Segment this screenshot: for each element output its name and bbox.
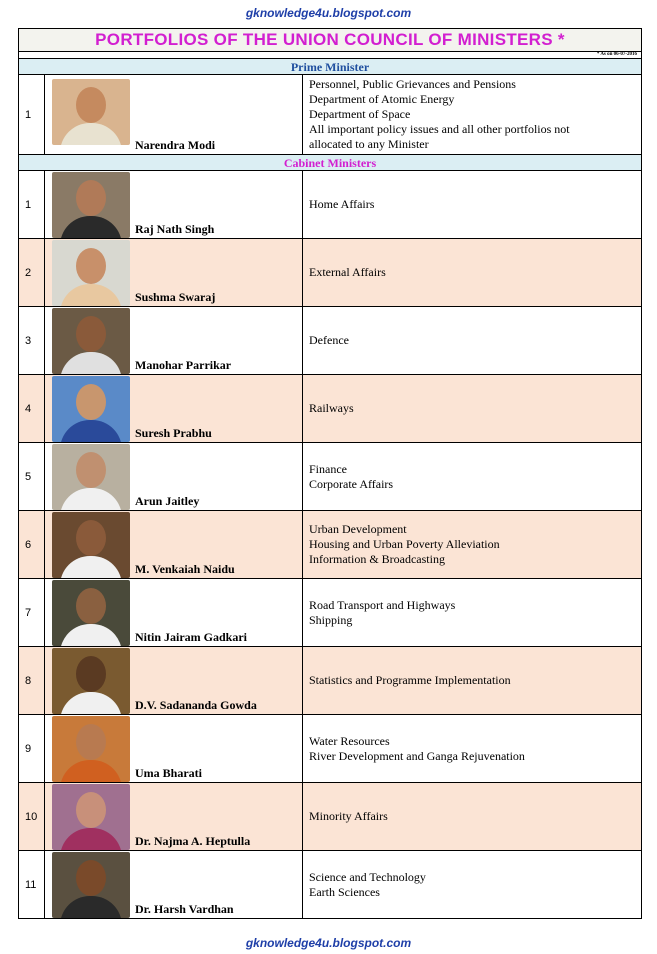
as-on-date: * As on 06-07-2016 [19,52,642,59]
minister-name: D.V. Sadananda Gowda [135,698,257,712]
portfolio-item: Defence [309,333,349,347]
portfolio-item: allocated to any Minister [309,137,429,151]
minister-cell [45,171,303,239]
minister-photo [52,376,130,442]
table-row [19,375,642,443]
portfolio-item: Information & Broadcasting [309,552,445,566]
portfolio-item: Minority Affairs [309,809,388,823]
minister-cell [45,511,303,579]
table-row [19,511,642,579]
table-row [19,715,642,783]
table-row [19,647,642,715]
row-number: 11 [19,851,45,919]
portfolio-cell [303,715,642,783]
minister-photo [52,648,130,714]
table-row [19,171,642,239]
portfolio-item: River Development and Ganga Rejuvenation [309,748,525,763]
table-row [19,75,642,155]
portfolio-item: Finance [309,461,347,476]
minister-photo [52,444,130,510]
portfolio-item: Science and Technology [309,869,426,884]
portfolio-cell [303,443,642,511]
portfolio-item: Road Transport and Highways [309,597,456,612]
portfolio-cell [303,239,642,307]
minister-photo [52,240,130,306]
row-number: 9 [19,715,45,783]
minister-name: Dr. Harsh Vardhan [135,902,234,916]
portfolio-item: All important policy issues and all other portfolios not [309,122,570,136]
portfolio-item: Urban Development [309,522,407,536]
table-row [19,307,642,375]
minister-photo [52,79,130,145]
minister-name: Arun Jaitley [135,494,200,508]
minister-cell [45,647,303,715]
portfolio-item: Shipping [309,612,353,627]
row-number: 4 [19,375,45,443]
portfolio-cell [303,579,642,647]
portfolio-item: Earth Sciences [309,884,380,899]
portfolio-item: Housing and Urban Poverty Alleviation [309,537,500,551]
site-url-top: gknowledge4u.blogspot.com [245,6,412,20]
minister-photo [52,172,130,238]
row-number: 7 [19,579,45,647]
minister-photo [52,308,130,374]
portfolio-item: Department of Space [309,107,411,121]
portfolio-cell [303,307,642,375]
minister-cell [45,375,303,443]
portfolio-item: External Affairs [309,265,386,279]
row-number: 2 [19,239,45,307]
row-number: 1 [19,75,45,155]
portfolio-item: Corporate Affairs [309,476,394,491]
minister-photo [52,716,130,782]
portfolio-cell [303,375,642,443]
table-row [19,851,642,919]
minister-cell [45,851,303,919]
portfolio-cell [303,511,642,579]
minister-cell [45,443,303,511]
minister-cell [45,783,303,851]
portfolio-item: Department of Atomic Energy [309,92,455,106]
minister-name: Nitin Jairam Gadkari [135,630,248,644]
minister-name: Manohar Parrikar [135,358,232,372]
minister-cell [45,239,303,307]
section-header-prime-minister: Prime Minister [19,59,642,75]
minister-name: Suresh Prabhu [135,426,212,440]
minister-cell [45,715,303,783]
page-title: PORTFOLIOS OF THE UNION COUNCIL OF MINISTERS * [95,30,565,49]
portfolio-cell [303,851,642,919]
table-row [19,443,642,511]
portfolio-item: Personnel, Public Grievances and Pensions [309,77,516,91]
portfolio-item: Water Resources [309,733,390,748]
portfolio-item: Railways [309,401,354,415]
minister-cell [45,307,303,375]
minister-cell [45,579,303,647]
minister-name: Sushma Swaraj [135,290,216,304]
minister-photo [52,852,130,918]
section-header-cabinet-ministers: Cabinet Ministers [19,155,642,171]
minister-name: M. Venkaiah Naidu [135,562,235,576]
minister-photo [52,512,130,578]
minister-name: Narendra Modi [135,138,216,152]
minister-photo [52,580,130,646]
row-number: 3 [19,307,45,375]
ministers-table [18,28,642,919]
portfolio-cell [303,647,642,715]
table-row [19,239,642,307]
minister-name: Dr. Najma A. Heptulla [135,834,251,848]
row-number: 5 [19,443,45,511]
portfolio-cell [303,75,642,155]
minister-cell [45,75,303,155]
row-number: 1 [19,171,45,239]
portfolio-cell [303,783,642,851]
minister-photo [52,784,130,850]
table-row [19,783,642,851]
row-number: 6 [19,511,45,579]
minister-name: Raj Nath Singh [135,222,215,236]
portfolio-item: Statistics and Programme Implementation [309,673,511,687]
row-number: 8 [19,647,45,715]
row-number: 10 [19,783,45,851]
minister-name: Uma Bharati [135,766,202,780]
title-cell [19,29,642,52]
table-row [19,579,642,647]
site-url-bottom: gknowledge4u.blogspot.com [245,936,412,950]
portfolio-item: Home Affairs [309,197,375,211]
portfolio-cell [303,171,642,239]
